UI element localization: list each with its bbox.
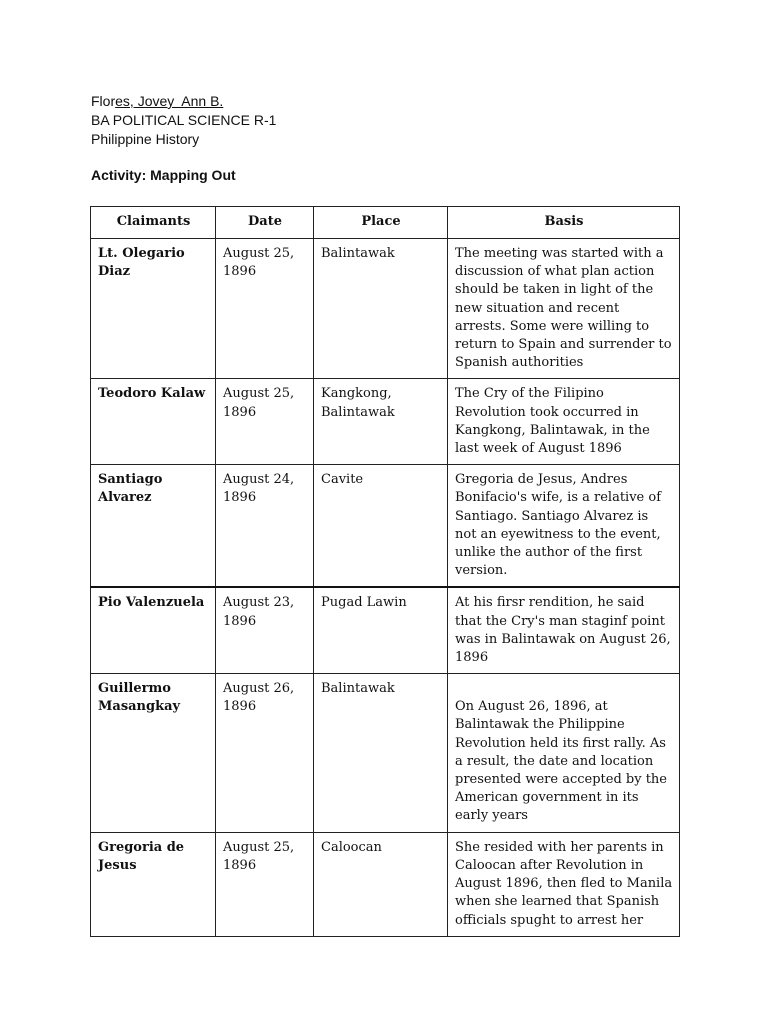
column-header-claimants: Claimants [91,207,216,239]
table-header-row [91,207,680,239]
course-line: BA POLITICAL SCIENCE R-1 [91,112,277,128]
basis-cell: She resided with her parents in Caloocan after Revolution in August 1896, then fled to Manila when she learned that Spanish officials spught to arrest her [448,832,680,936]
date-cell: August 25, 1896 [216,239,314,379]
date-cell: August 25, 1896 [216,832,314,936]
student-name-underlined: es, Jovey Ann B. [115,93,224,109]
claimant-cell: Pio Valenzuela [91,587,216,673]
claimant-cell: Guillermo Masangkay [91,674,216,832]
table-row [91,379,680,465]
document-header [91,92,276,149]
basis-cell: Gregoria de Jesus, Andres Bonifacio's wife, is a relative of Santiago. Santiago Alvarez is not an eyewitness to the event, unlike the author of the first version. [448,465,680,588]
place-cell: Kangkong, Balintawak [314,379,448,465]
basis-text: On August 26, 1896, at Balintawak the Philippine Revolution held its first rally. As a result, the date and location presented were accepted by the American government in its early years [455,699,667,824]
date-cell: August 23, 1896 [216,587,314,673]
claimant-cell: Lt. Olegario Diaz [91,239,216,379]
claimant-cell: Teodoro Kalaw [91,379,216,465]
column-header-basis: Basis [448,207,680,239]
basis-cell: The meeting was started with a discussion of what plan action should be taken in light of the new situation and recent arrests. Some were willing to return to Spain and surrender to Spanish authorities [448,239,680,379]
subject-line: Philippine History [91,131,200,147]
place-cell: Cavite [314,465,448,588]
table-row [91,674,680,832]
date-cell: August 25, 1896 [216,379,314,465]
basis-blank-line [455,680,673,698]
place-cell: Pugad Lawin [314,587,448,673]
basis-cell: At his firsr rendition, he said that the Cry's man staginf point was in Balintawak on August 26, 1896 [448,587,680,673]
place-cell: Balintawak [314,239,448,379]
table-row [91,832,680,936]
place-cell: Caloocan [314,832,448,936]
claimant-cell: Gregoria de Jesus [91,832,216,936]
column-header-place: Place [314,207,448,239]
student-name-prefix: Flor [91,93,116,109]
date-cell: August 24, 1896 [216,465,314,588]
basis-cell [448,674,680,832]
claims-table [90,206,680,937]
activity-title: Activity: Mapping Out [91,167,236,183]
table-row [91,239,680,379]
place-cell: Balintawak [314,674,448,832]
claimant-cell: Santiago Alvarez [91,465,216,588]
date-cell: August 26, 1896 [216,674,314,832]
table-row [91,587,680,673]
basis-cell: The Cry of the Filipino Revolution took occurred in Kangkong, Balintawak, in the last week of August 1896 [448,379,680,465]
column-header-date: Date [216,207,314,239]
table-row [91,465,680,588]
student-name [91,92,276,111]
